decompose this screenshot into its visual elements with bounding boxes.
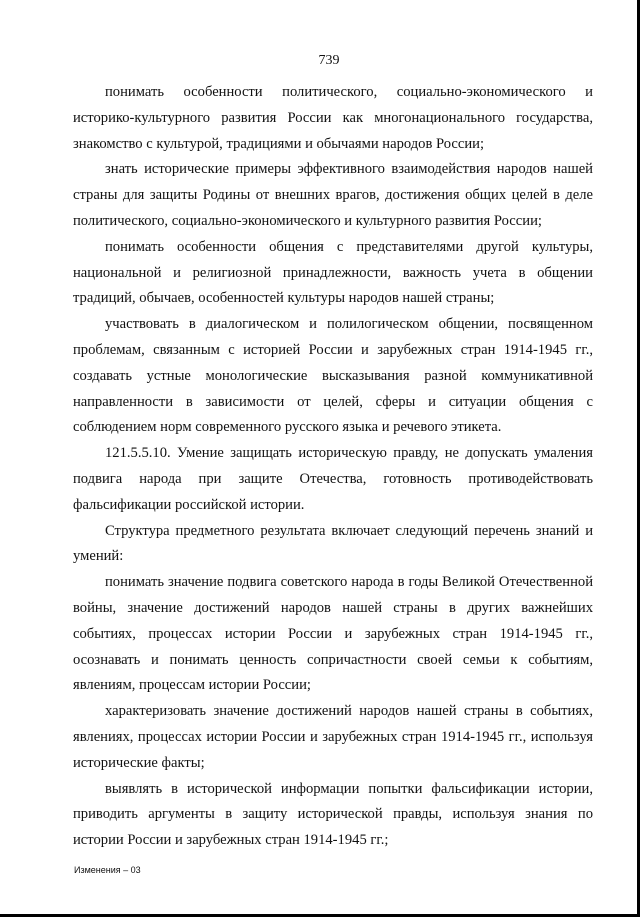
paragraph-3: понимать особенности общения с представителями другой культуры, национальной и религиозной принадлежности, важность учета в общении традиций, обычаев, особенностей культуры народов нашей страны; — [73, 238, 593, 307]
revision-footer: Изменения – 03 — [74, 865, 141, 875]
paragraph-2: знать исторические примеры эффективного взаимодействия народов нашей страны для защиты Родины от внешних врагов, достижения общих целей в деле политического, социально-экономического и культурного развития России; — [73, 161, 593, 229]
paragraph-9: выявлять в исторической информации попытки фальсификации истории, приводить аргументы в защиту исторической правды, используя знания по истории России и зарубежных стран 1914-1945 гг.; — [73, 780, 593, 849]
paragraph-5: 121.5.5.10. Умение защищать историческую правду, не допускать умаления подвига народа при защите Отечества, готовность противодействовать фальсификации российской истории. — [73, 445, 593, 513]
paragraph-7: понимать значение подвига советского народа в годы Великой Отечественной войны, значение достижений народов нашей страны в других важнейших событиях, процессах истории России и зарубежных стран 1914-1945 гг., осознавать и понимать ценность сопричастности своей семьи к событиям, явлениям, процессам истории России; — [73, 574, 593, 694]
paragraph-8: характеризовать значение достижений народов нашей страны в событиях, явлениях, процессах истории России и зарубежных стран 1914-1945 гг., используя исторические факты; — [73, 703, 593, 771]
paragraph-6: Структура предметного результата включает следующий перечень знаний и умений: — [73, 522, 593, 565]
paragraph-4: участвовать в диалогическом и полилогическом общении, посвященном проблемам, связанным с историей России и зарубежных стран 1914-1945 гг., создавать устные монологические высказывания разной коммуникативной направленности в зависимости от целей, сферы и ситуации общения с соблюдением норм современного русского языка и речевого этикета. — [73, 316, 593, 436]
paragraph-1: понимать особенности политического, социально-экономического и историко-культурного развития России как многонационального государства, знакомство с культурой, традициями и обычаями народов России; — [73, 84, 593, 152]
document-body — [73, 80, 593, 854]
page-number: 739 — [318, 53, 340, 68]
